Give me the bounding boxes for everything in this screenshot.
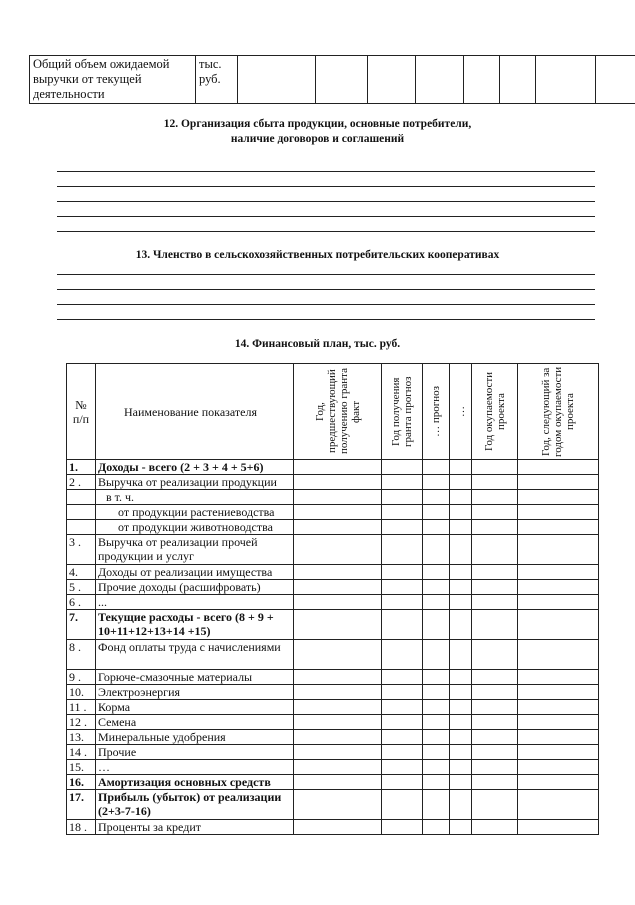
value-cell [294,730,382,745]
value-cell [423,610,450,640]
section-12-title [0,117,635,147]
value-cell [238,56,316,104]
value-cell [450,520,472,535]
value-cell [450,505,472,520]
value-cell [472,475,518,490]
value-cell [423,580,450,595]
value-cell [450,730,472,745]
answer-line [57,319,595,320]
answer-line [57,289,595,290]
value-cell [294,760,382,775]
table-row [67,535,599,565]
row-label: Горюче-смазочные материалы [96,670,294,685]
value-cell [472,820,518,835]
header-col2-text: Год получения гранта прогноз [390,376,414,447]
value-cell [382,610,423,640]
value-cell [423,730,450,745]
row-label: Электроэнергия [96,685,294,700]
table-row [67,640,599,670]
value-cell [472,730,518,745]
value-cell [450,685,472,700]
header-col2 [382,364,423,460]
row-label: ... [96,595,294,610]
value-cell [294,640,382,670]
table-row [67,475,599,490]
section-12-title-line2: наличие договоров и соглашений [230,133,405,145]
value-cell [472,685,518,700]
value-cell [423,535,450,565]
table-row [67,700,599,715]
row-number: 1. [67,460,96,475]
value-cell [472,490,518,505]
table-row [67,760,599,775]
value-cell [518,715,599,730]
header-col5-text: Год окупаемости проекта [482,371,507,452]
value-cell [472,580,518,595]
value-cell [450,745,472,760]
table-row [30,56,635,104]
value-cell [294,460,382,475]
value-cell [472,505,518,520]
table-row [67,610,599,640]
value-cell [518,685,599,700]
table-row [67,745,599,760]
value-cell [518,610,599,640]
value-cell [518,490,599,505]
row-label: Выручка от реализации продукции [96,475,294,490]
table-row [67,685,599,700]
value-cell [518,640,599,670]
value-cell [518,505,599,520]
value-cell [518,460,599,475]
header-col6 [518,364,599,460]
row-label: Выручка от реализации прочей продукции и услуг [96,535,294,565]
row-label: от продукции животноводства [96,520,294,535]
value-cell [450,775,472,790]
table-row [67,460,599,475]
value-cell [294,775,382,790]
value-cell [472,535,518,565]
value-cell [423,775,450,790]
value-cell [294,820,382,835]
row-label: от продукции растениеводства [96,505,294,520]
value-cell [423,685,450,700]
value-cell [518,760,599,775]
row-label: Амортизация основных средств [96,775,294,790]
value-cell [294,610,382,640]
value-cell [518,670,599,685]
value-cell [518,520,599,535]
row-number: 10. [67,685,96,700]
header-col3-text: … прогноз [430,386,442,437]
value-cell [294,490,382,505]
value-cell [294,745,382,760]
row-number: 2 . [67,475,96,490]
value-cell [423,700,450,715]
value-cell [472,745,518,760]
row-label: Проценты за кредит [96,820,294,835]
value-cell [382,775,423,790]
row-number: 16. [67,775,96,790]
section-13-title: 13. Членство в сельскохозяйственных потребительских кооперативах [135,249,500,261]
value-cell [472,520,518,535]
value-cell [382,475,423,490]
row-label: в т. ч. [96,490,294,505]
row-number: 12 . [67,715,96,730]
value-cell [382,670,423,685]
value-cell [382,700,423,715]
value-cell [382,790,423,820]
table-row [67,580,599,595]
financial-plan-table [66,363,599,835]
value-cell [450,610,472,640]
value-cell [450,820,472,835]
answer-line [57,201,595,202]
value-cell [382,685,423,700]
value-cell [423,460,450,475]
value-cell [423,670,450,685]
section-14-title: 14. Финансовый план, тыс. руб. [234,338,401,350]
value-cell [472,610,518,640]
answer-line [57,304,595,305]
answer-line [57,274,595,275]
table-row [67,595,599,610]
row-number [67,505,96,520]
value-cell [294,475,382,490]
value-cell [472,565,518,580]
value-cell [382,640,423,670]
value-cell [536,56,596,104]
value-cell [518,745,599,760]
answer-line [57,186,595,187]
answer-line [57,216,595,217]
value-cell [450,670,472,685]
value-cell [472,715,518,730]
value-cell [294,580,382,595]
table-row [67,730,599,745]
value-cell [423,565,450,580]
value-cell [518,535,599,565]
value-cell [382,520,423,535]
value-cell [518,475,599,490]
row-number: 7. [67,610,96,640]
expected-revenue-label: Общий объем ожидаемой выручки от текущей деятельности [30,56,196,104]
value-cell [472,775,518,790]
value-cell [294,790,382,820]
header-col4 [450,364,472,460]
answer-line [57,231,595,232]
value-cell [294,685,382,700]
header-col3 [423,364,450,460]
value-cell [472,640,518,670]
value-cell [450,565,472,580]
row-number: 11 . [67,700,96,715]
row-number: 14 . [67,745,96,760]
value-cell [472,760,518,775]
table-row [67,790,599,820]
value-cell [518,700,599,715]
row-label: Прочие доходы (расшифровать) [96,580,294,595]
row-label: Доходы от реализации имущества [96,565,294,580]
row-number [67,490,96,505]
row-number: 9 . [67,670,96,685]
answer-line [57,171,595,172]
value-cell [450,715,472,730]
header-col4-text: … [454,406,467,417]
unit-cell: тыс. руб. [196,56,238,104]
value-cell [518,565,599,580]
row-label: Прибыль (убыток) от реализации (2+3-7-16) [96,790,294,820]
value-cell [382,595,423,610]
value-cell [382,490,423,505]
row-label: Корма [96,700,294,715]
value-cell [450,460,472,475]
value-cell [423,595,450,610]
value-cell [423,640,450,670]
value-cell [450,475,472,490]
value-cell [294,520,382,535]
table-row [67,490,599,505]
value-cell [294,595,382,610]
value-cell [294,670,382,685]
value-cell [294,565,382,580]
value-cell [518,775,599,790]
table-row [67,520,599,535]
value-cell [450,595,472,610]
row-number: 18 . [67,820,96,835]
row-label: Прочие [96,745,294,760]
value-cell [294,700,382,715]
table-row [67,820,599,835]
row-number: 15. [67,760,96,775]
section-12-title-line1: 12. Организация сбыта продукции, основные потребители, [163,118,472,130]
row-number: 17. [67,790,96,820]
row-label: Доходы - всего (2 + 3 + 4 + 5+6) [96,460,294,475]
value-cell [450,490,472,505]
value-cell [464,56,500,104]
value-cell [382,730,423,745]
value-cell [382,565,423,580]
header-col5 [472,364,518,460]
value-cell [382,745,423,760]
value-cell [472,790,518,820]
row-number: 3 . [67,535,96,565]
value-cell [518,820,599,835]
value-cell [382,760,423,775]
value-cell [450,700,472,715]
header-num: № п/п [67,364,96,460]
value-cell [382,535,423,565]
row-label: Семена [96,715,294,730]
value-cell [450,580,472,595]
value-cell [423,760,450,775]
value-cell [518,580,599,595]
value-cell [423,790,450,820]
header-col1-text: Год, предшествующий получению гранта факт [313,368,362,455]
row-label: Фонд оплаты труда с начислениями [96,640,294,670]
row-label: Минеральные удобрения [96,730,294,745]
value-cell [423,520,450,535]
value-cell [472,670,518,685]
row-number: 5 . [67,580,96,595]
table-header-row [67,364,599,460]
header-name: Наименование показателя [96,364,294,460]
header-col6-text: Год, следующий за годом окупаемости проекта [540,366,576,457]
value-cell [294,715,382,730]
value-cell [423,505,450,520]
value-cell [423,745,450,760]
value-cell [450,790,472,820]
value-cell [472,460,518,475]
value-cell [450,640,472,670]
value-cell [596,56,635,104]
value-cell [416,56,464,104]
value-cell [450,760,472,775]
value-cell [423,490,450,505]
value-cell [500,56,536,104]
value-cell [382,820,423,835]
row-number [67,520,96,535]
value-cell [368,56,416,104]
row-number: 6 . [67,595,96,610]
value-cell [382,580,423,595]
value-cell [423,475,450,490]
row-label: Текущие расходы - всего (8 + 9 + 10+11+12+13+14 +15) [96,610,294,640]
table-row [67,715,599,730]
value-cell [423,715,450,730]
value-cell [423,820,450,835]
value-cell [450,535,472,565]
value-cell [294,505,382,520]
value-cell [472,700,518,715]
row-number: 13. [67,730,96,745]
row-number: 8 . [67,640,96,670]
value-cell [382,460,423,475]
table-row [67,775,599,790]
table-row [67,565,599,580]
table-row [67,670,599,685]
value-cell [518,730,599,745]
value-cell [518,595,599,610]
header-col1 [294,364,382,460]
expected-revenue-table [29,55,635,104]
row-number: 4. [67,565,96,580]
value-cell [518,790,599,820]
value-cell [294,535,382,565]
row-label: … [96,760,294,775]
value-cell [472,595,518,610]
value-cell [382,715,423,730]
table-row [67,505,599,520]
value-cell [316,56,368,104]
value-cell [382,505,423,520]
